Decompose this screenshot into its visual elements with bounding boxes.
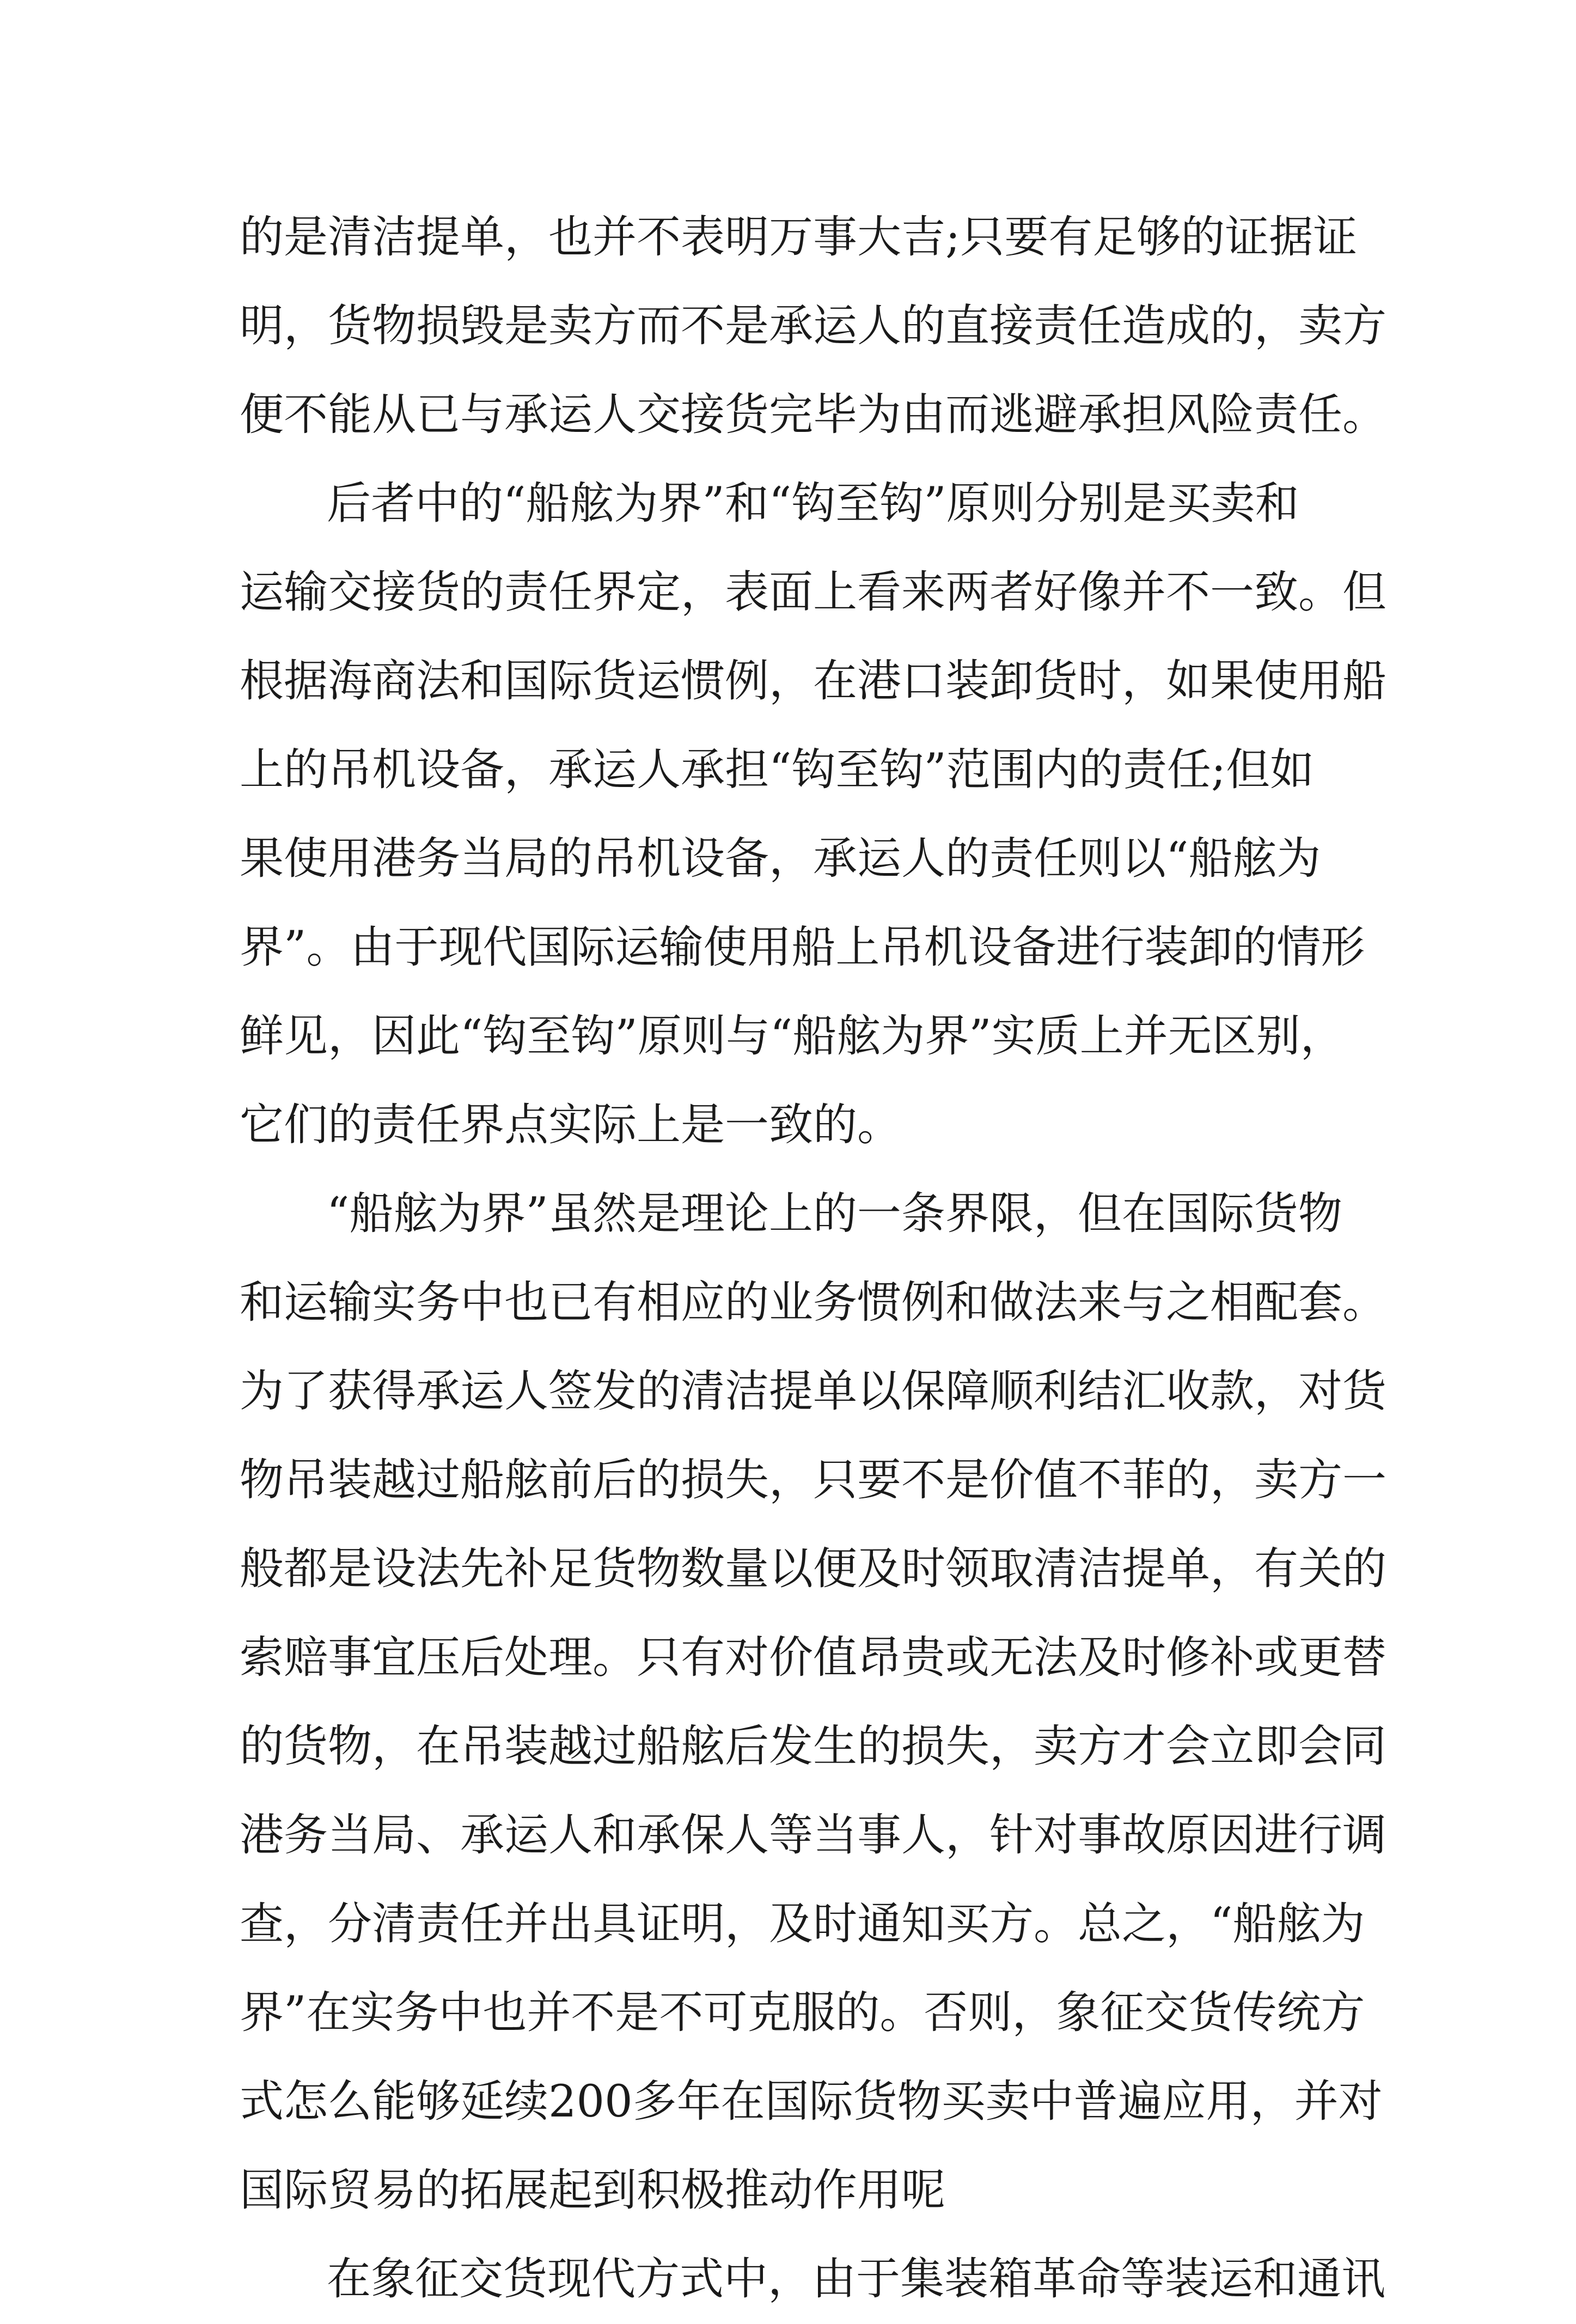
text-line: 的是清洁提单，也并不表明万事大吉;只要有足够的证据证	[240, 212, 1358, 263]
text-line: 界”在实务中也并不是不可克服的。否则，象征交货传统方	[240, 1987, 1365, 2039]
text-line: 般都是设法先补足货物数量以便及时领取清洁提单，有关的	[240, 1544, 1387, 1595]
text-line: 便不能从已与承运人交接货完毕为由而逃避承担风险责任。	[240, 389, 1387, 441]
text-line: 索赔事宜压后处理。只有对价值昂贵或无法及时修补或更替	[240, 1632, 1387, 1683]
text-line: 运输交接货的责任界定，表面上看来两者好像并不一致。但	[240, 567, 1387, 618]
paragraph-2	[240, 460, 1387, 1170]
text-line: 港务当局、承运人和承保人等当事人，针对事故原因进行调	[240, 1810, 1387, 1861]
paragraph-3	[240, 1170, 1387, 2235]
text-line: 鲜见，因此“钩至钩”原则与“船舷为界”实质上并无区别，	[240, 1011, 1345, 1062]
text-line: 果使用港务当局的吊机设备，承运人的责任则以“船舷为	[240, 833, 1321, 885]
text-line: 和运输实务中也已有相应的业务惯例和做法来与之相配套。	[240, 1277, 1387, 1328]
paragraph-4	[240, 2235, 1386, 2324]
text-line: 国际贸易的拓展起到积极推动作用呢	[240, 2165, 946, 2216]
text-line: 的货物，在吊装越过船舷后发生的损失，卖方才会立即会同	[240, 1721, 1387, 1772]
text-line: 它们的责任界点实际上是一致的。	[240, 1100, 902, 1151]
text-line: 后者中的“船舷为界”和“钩至钩”原则分别是买卖和	[327, 478, 1299, 529]
text-line: 明，货物损毁是卖方而不是承运人的直接责任造成的，卖方	[240, 301, 1387, 352]
text-line: 上的吊机设备，承运人承担“钩至钩”范围内的责任;但如	[240, 745, 1315, 796]
paragraph-1	[240, 193, 1387, 460]
text-line: 物吊装越过船舷前后的损失，只要不是价值不菲的，卖方一	[240, 1455, 1387, 1506]
text-line: 查，分清责任并出具证明，及时通知买方。总之，“船舷为	[240, 1899, 1365, 1950]
text-line: 在象征交货现代方式中，由于集装箱革命等装运和通讯	[327, 2254, 1386, 2305]
text-line: 为了获得承运人签发的清洁提单以保障顺利结汇收款，对货	[240, 1366, 1387, 1417]
text-line: “船舷为界”虽然是理论上的一条界限，但在国际货物	[327, 1188, 1342, 1240]
text-line: 根据海商法和国际货运惯例，在港口装卸货时，如果使用船	[240, 656, 1387, 707]
body-text	[240, 193, 1387, 2324]
text-line: 界”。由于现代国际运输使用船上吊机设备进行装卸的情形	[240, 922, 1365, 973]
text-line: 式怎么能够延续200多年在国际货物买卖中普遍应用，并对	[240, 2076, 1383, 2127]
